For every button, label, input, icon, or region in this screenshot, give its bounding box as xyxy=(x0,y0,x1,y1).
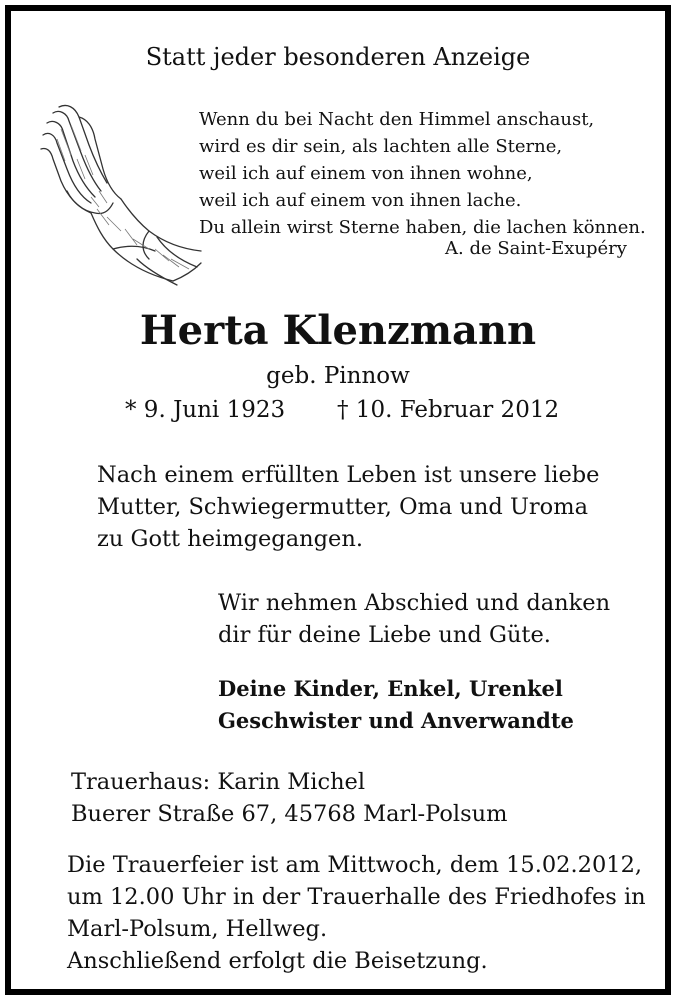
praying-hands-icon xyxy=(37,99,207,289)
deceased-name: Herta Klenzmann xyxy=(139,307,537,354)
service-line: Die Trauerfeier ist am Mittwoch, dem 15.02.2012, xyxy=(67,852,643,878)
funeral-service-info xyxy=(67,849,646,977)
death-date: † 10. Februar 2012 xyxy=(337,397,560,423)
poem-line: wird es dir sein, als lachten alle Sterne, xyxy=(199,136,563,157)
message-line: Mutter, Schwiegermutter, Oma und Uroma xyxy=(97,494,588,520)
message-line: Nach einem erfüllten Leben ist unsere liebe xyxy=(97,462,600,488)
farewell xyxy=(218,587,610,651)
address-line: Trauerhaus: Karin Michel xyxy=(71,769,366,795)
message xyxy=(97,459,599,555)
service-line: um 12.00 Uhr in der Trauerhalle des Friedhofes in xyxy=(67,884,646,910)
birth-date: * 9. Juni 1923 xyxy=(125,397,286,423)
signers xyxy=(218,673,574,737)
message-line: zu Gott heimgegangen. xyxy=(97,526,363,552)
signers-line: Deine Kinder, Enkel, Urenkel xyxy=(218,676,563,701)
poem-line: weil ich auf einem von ihnen lache. xyxy=(199,190,522,211)
signers-line: Geschwister und Anverwandte xyxy=(218,708,574,733)
header-title: Statt jeder besonderen Anzeige xyxy=(145,43,531,71)
poem-author: A. de Saint-Exupéry xyxy=(445,238,627,259)
farewell-line: dir für deine Liebe und Güte. xyxy=(218,622,551,648)
poem-line: weil ich auf einem von ihnen wohne, xyxy=(199,163,533,184)
mourning-house-address xyxy=(71,766,507,830)
poem-line: Du allein wirst Sterne haben, die lachen können. xyxy=(199,217,646,238)
birth-name: geb. Pinnow xyxy=(266,363,410,389)
service-line: Anschließend erfolgt die Beisetzung. xyxy=(67,948,488,974)
address-line: Buerer Straße 67, 45768 Marl-Polsum xyxy=(71,801,508,827)
farewell-line: Wir nehmen Abschied und danken xyxy=(218,590,611,616)
poem-line: Wenn du bei Nacht den Himmel anschaust, xyxy=(199,109,595,130)
poem xyxy=(199,106,646,241)
service-line: Marl-Polsum, Hellweg. xyxy=(67,916,328,942)
obituary-frame xyxy=(5,5,671,995)
